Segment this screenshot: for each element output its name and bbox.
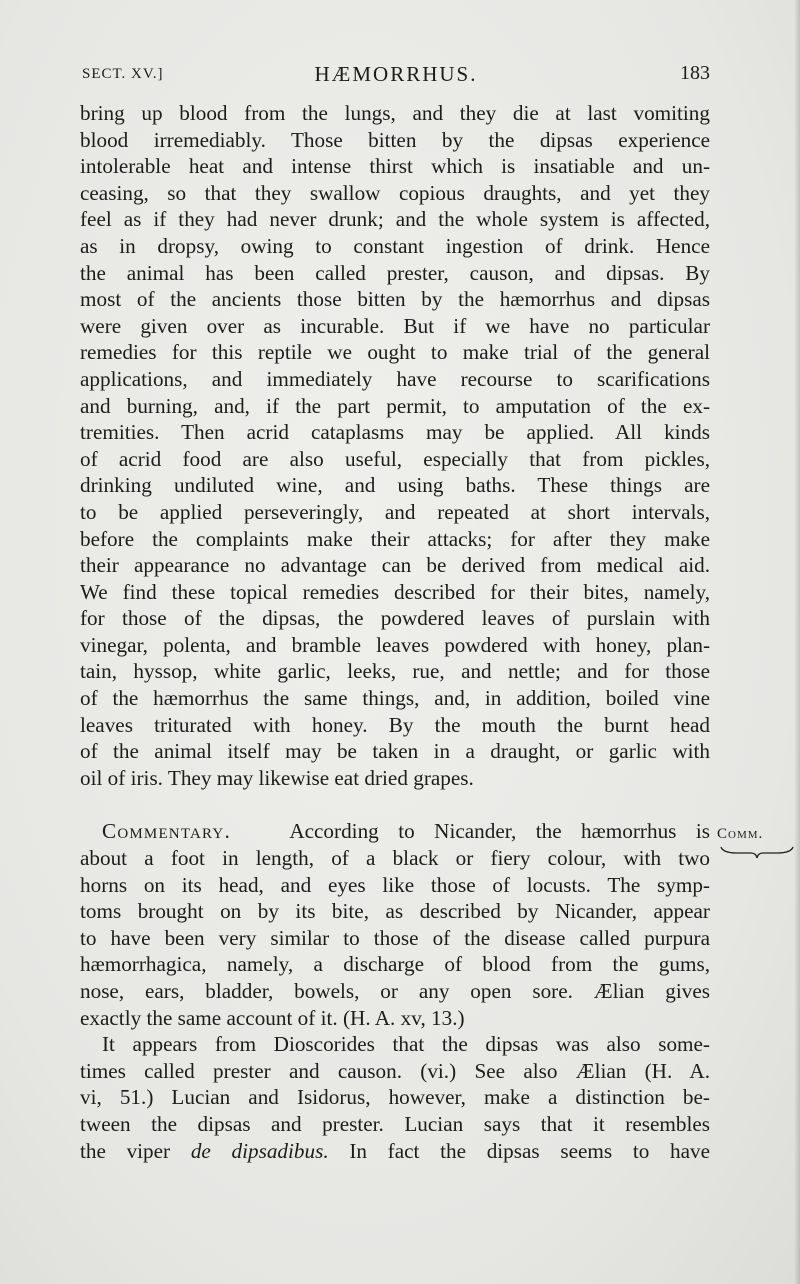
margin-note: Comm.: [717, 826, 764, 842]
text-line: tain, hyssop, white garlic, leeks, rue, and nettle; and for those: [80, 659, 710, 684]
commentary-first-line: [80, 818, 710, 845]
paragraph-1: [80, 100, 710, 791]
text-line: applications, and immediately have recourse to scarifications: [80, 366, 710, 391]
text-line: most of the ancients those bitten by the hæmorrhus and dipsas: [80, 287, 710, 312]
text-line: blood irremediably. Those bitten by the dipsas experience: [80, 127, 710, 152]
section-label: SECT. XV.]: [82, 66, 164, 82]
commentary-label: Commentary.: [102, 819, 231, 844]
text-line: tween the dipsas and prester. Lucian says that it resembles: [80, 1111, 710, 1136]
text-line: tremities. Then acrid cataplasms may be applied. All kinds: [80, 420, 710, 445]
paragraph-3: [80, 1031, 710, 1164]
text-line: as in dropsy, owing to constant ingestion of drink. Hence: [80, 233, 710, 258]
text-line: exactly the same account of it. (H. A. xv, 13.): [80, 1005, 465, 1030]
margin-brace-icon: [719, 844, 795, 860]
text-line: times called prester and causon. (vi.) See also Ælian (H. A.: [80, 1058, 710, 1083]
page-title: HÆMORRHUS.: [314, 62, 478, 86]
text-line: oil of iris. They may likewise eat dried grapes.: [80, 765, 474, 790]
italic-title: de dipsadibus.: [190, 1138, 329, 1163]
page-number: 183: [680, 62, 710, 84]
text-line: were given over as incurable. But if we have no particular: [80, 313, 710, 338]
text-line: drinking undiluted wine, and using baths. These things are: [80, 473, 710, 498]
text-line: about a foot in length, of a black or fiery colour, with two: [80, 846, 710, 871]
last-text-line: [80, 1138, 710, 1165]
page-edge-shadow: [794, 0, 800, 1284]
text-line: and burning, and, if the part permit, to amputation of the ex-: [80, 393, 710, 418]
text-line: to have been very similar to those of the disease called purpura: [80, 925, 710, 950]
text-line: We find these topical remedies described for their bites, namely,: [80, 579, 710, 604]
text-line: of acrid food are also useful, especially that from pickles,: [80, 446, 710, 471]
text-line: horns on its head, and eyes like those of locusts. The symp-: [80, 872, 710, 897]
text-line: feel as if they had never drunk; and the whole system is affected,: [80, 207, 710, 232]
text-line: It appears from Dioscorides that the dipsas was also some-: [102, 1032, 710, 1057]
text-line: intolerable heat and intense thirst which is insatiable and un-: [80, 154, 710, 179]
text-line: for those of the dipsas, the powdered leaves of purslain with: [80, 606, 710, 631]
text-line: of the hæmorrhus the same things, and, in addition, boiled vine: [80, 686, 710, 711]
text-line: vi, 51.) Lucian and Isidorus, however, make a distinction be-: [80, 1085, 710, 1110]
commentary-first-line-text: According to Nicander, the hæmorrhus is: [289, 819, 710, 844]
body-text: [80, 100, 710, 1164]
text-line: to be applied perseveringly, and repeated at short intervals,: [80, 499, 710, 524]
paragraph-gap: [80, 791, 710, 818]
text-line: of the animal itself may be taken in a draught, or garlic with: [80, 739, 710, 764]
running-head: [82, 62, 710, 88]
text-line: the animal has been called prester, causon, and dipsas. By: [80, 260, 710, 285]
last-line-start: the viper: [80, 1138, 191, 1163]
text-line: their appearance no advantage can be derived from medical aid.: [80, 553, 710, 578]
commentary-paragraph: [80, 818, 710, 1031]
text-line: leaves triturated with honey. By the mouth the burnt head: [80, 712, 710, 737]
text-line: toms brought on by its bite, as described by Nicander, appear: [80, 899, 710, 924]
text-line: nose, ears, bladder, bowels, or any open sore. Ælian gives: [80, 979, 710, 1003]
text-line: remedies for this reptile we ought to make trial of the general: [80, 340, 710, 365]
text-line: hæmorrhagica, namely, a discharge of blood from the gums,: [80, 952, 710, 977]
last-line-end: In fact the dipsas seems to have: [328, 1138, 711, 1163]
text-line: vinegar, polenta, and bramble leaves powdered with honey, plan-: [80, 632, 710, 657]
text-line: bring up blood from the lungs, and they die at last vomiting: [80, 101, 710, 125]
text-line: before the complaints make their attacks; for after they make: [80, 526, 710, 551]
text-line: ceasing, so that they swallow copious draughts, and yet they: [80, 180, 710, 205]
